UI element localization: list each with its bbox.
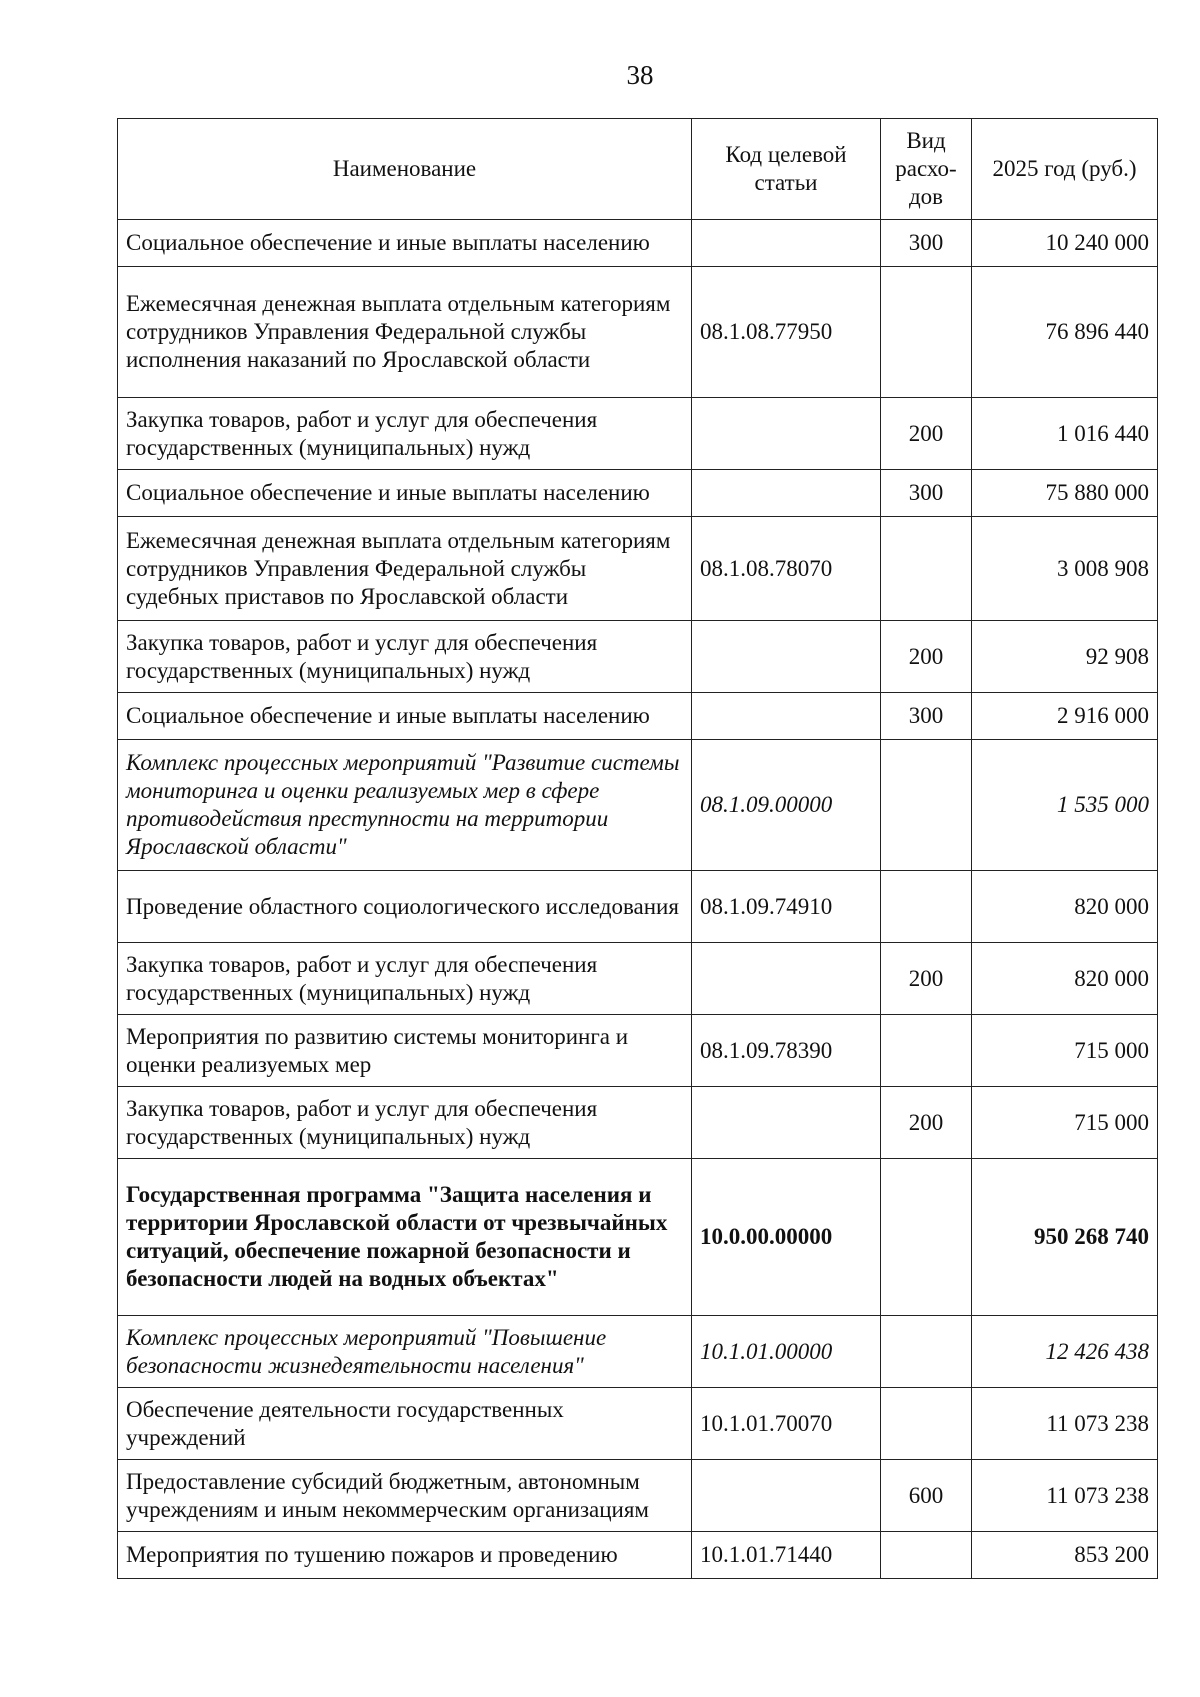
cell-code: 08.1.08.77950 [692, 267, 881, 398]
table-row [118, 621, 1158, 693]
budget-table [117, 118, 1158, 1579]
table-row [118, 1087, 1158, 1159]
table-row [118, 1316, 1158, 1388]
cell-kind: 200 [881, 621, 972, 693]
cell-name: Обеспечение деятельности государственных учреждений [118, 1388, 692, 1460]
table-row [118, 693, 1158, 740]
cell-name: Государственная программа "Защита населения и территории Ярославской области от чрезвычайных ситуаций, обеспечение пожарной безопасности и безопасности людей на водных объектах" [118, 1159, 692, 1316]
cell-code: 08.1.09.78390 [692, 1015, 881, 1087]
cell-code [692, 693, 881, 740]
cell-code: 10.1.01.00000 [692, 1316, 881, 1388]
cell-amount: 853 200 [972, 1532, 1158, 1579]
cell-name: Закупка товаров, работ и услуг для обеспечения государственных (муниципальных) нужд [118, 1087, 692, 1159]
table-row [118, 517, 1158, 621]
cell-amount: 12 426 438 [972, 1316, 1158, 1388]
table-row [118, 1460, 1158, 1532]
cell-amount: 1 016 440 [972, 398, 1158, 470]
table-row [118, 470, 1158, 517]
cell-code [692, 1460, 881, 1532]
cell-amount: 820 000 [972, 943, 1158, 1015]
cell-name: Закупка товаров, работ и услуг для обеспечения государственных (муниципальных) нужд [118, 943, 692, 1015]
cell-code [692, 398, 881, 470]
table-row [118, 871, 1158, 943]
table-row [118, 267, 1158, 398]
cell-code [692, 470, 881, 517]
cell-kind [881, 1159, 972, 1316]
cell-kind: 300 [881, 693, 972, 740]
cell-code: 08.1.09.00000 [692, 740, 881, 871]
cell-amount: 820 000 [972, 871, 1158, 943]
cell-name: Мероприятия по тушению пожаров и проведению [118, 1532, 692, 1579]
cell-amount: 75 880 000 [972, 470, 1158, 517]
cell-kind [881, 1388, 972, 1460]
cell-name: Ежемесячная денежная выплата отдельным категориям сотрудников Управления Федеральной службы судебных приставов по Ярославской области [118, 517, 692, 621]
table-row [118, 1388, 1158, 1460]
header-amount: 2025 год (руб.) [972, 119, 1158, 220]
cell-amount: 1 535 000 [972, 740, 1158, 871]
cell-amount: 92 908 [972, 621, 1158, 693]
cell-kind [881, 1015, 972, 1087]
cell-amount: 715 000 [972, 1087, 1158, 1159]
page-number: 38 [626, 60, 654, 90]
cell-code [692, 621, 881, 693]
cell-amount: 715 000 [972, 1015, 1158, 1087]
header-name: Наименование [118, 119, 692, 220]
table-row [118, 1159, 1158, 1316]
cell-kind: 300 [881, 220, 972, 267]
cell-kind: 200 [881, 943, 972, 1015]
cell-kind [881, 740, 972, 871]
cell-kind [881, 1316, 972, 1388]
cell-name: Социальное обеспечение и иные выплаты населению [118, 220, 692, 267]
table-row [118, 1532, 1158, 1579]
cell-amount: 11 073 238 [972, 1460, 1158, 1532]
cell-amount: 11 073 238 [972, 1388, 1158, 1460]
cell-code [692, 1087, 881, 1159]
cell-code [692, 943, 881, 1015]
cell-amount: 3 008 908 [972, 517, 1158, 621]
header-kind: Вид расхо-дов [881, 119, 972, 220]
header-row [118, 119, 1158, 220]
cell-kind: 300 [881, 470, 972, 517]
table-body [118, 220, 1158, 1579]
cell-kind: 200 [881, 398, 972, 470]
cell-name: Социальное обеспечение и иные выплаты населению [118, 470, 692, 517]
cell-code: 10.1.01.71440 [692, 1532, 881, 1579]
header-code: Код целевой статьи [692, 119, 881, 220]
cell-code: 08.1.08.78070 [692, 517, 881, 621]
table-row [118, 1015, 1158, 1087]
cell-amount: 76 896 440 [972, 267, 1158, 398]
cell-name: Предоставление субсидий бюджетным, автономным учреждениям и иным некоммерческим организациям [118, 1460, 692, 1532]
table-row [118, 740, 1158, 871]
cell-name: Комплекс процессных мероприятий "Повышение безопасности жизнедеятельности населения" [118, 1316, 692, 1388]
table-header [118, 119, 1158, 220]
cell-name: Проведение областного социологического исследования [118, 871, 692, 943]
cell-kind: 200 [881, 1087, 972, 1159]
cell-amount: 950 268 740 [972, 1159, 1158, 1316]
cell-amount: 10 240 000 [972, 220, 1158, 267]
table-row [118, 220, 1158, 267]
cell-kind [881, 517, 972, 621]
cell-code: 10.1.01.70070 [692, 1388, 881, 1460]
cell-kind [881, 267, 972, 398]
cell-kind [881, 871, 972, 943]
cell-name: Закупка товаров, работ и услуг для обеспечения государственных (муниципальных) нужд [118, 398, 692, 470]
cell-name: Мероприятия по развитию системы мониторинга и оценки реализуемых мер [118, 1015, 692, 1087]
cell-kind: 600 [881, 1460, 972, 1532]
cell-name: Закупка товаров, работ и услуг для обеспечения государственных (муниципальных) нужд [118, 621, 692, 693]
cell-amount: 2 916 000 [972, 693, 1158, 740]
cell-code: 10.0.00.00000 [692, 1159, 881, 1316]
cell-name: Комплекс процессных мероприятий "Развитие системы мониторинга и оценки реализуемых мер в сфере противодействия преступности на территории Ярославской области" [118, 740, 692, 871]
cell-name: Социальное обеспечение и иные выплаты населению [118, 693, 692, 740]
cell-kind [881, 1532, 972, 1579]
cell-code: 08.1.09.74910 [692, 871, 881, 943]
cell-name: Ежемесячная денежная выплата отдельным категориям сотрудников Управления Федеральной службы исполнения наказаний по Ярославской области [118, 267, 692, 398]
table-row [118, 398, 1158, 470]
table-row [118, 943, 1158, 1015]
cell-code [692, 220, 881, 267]
